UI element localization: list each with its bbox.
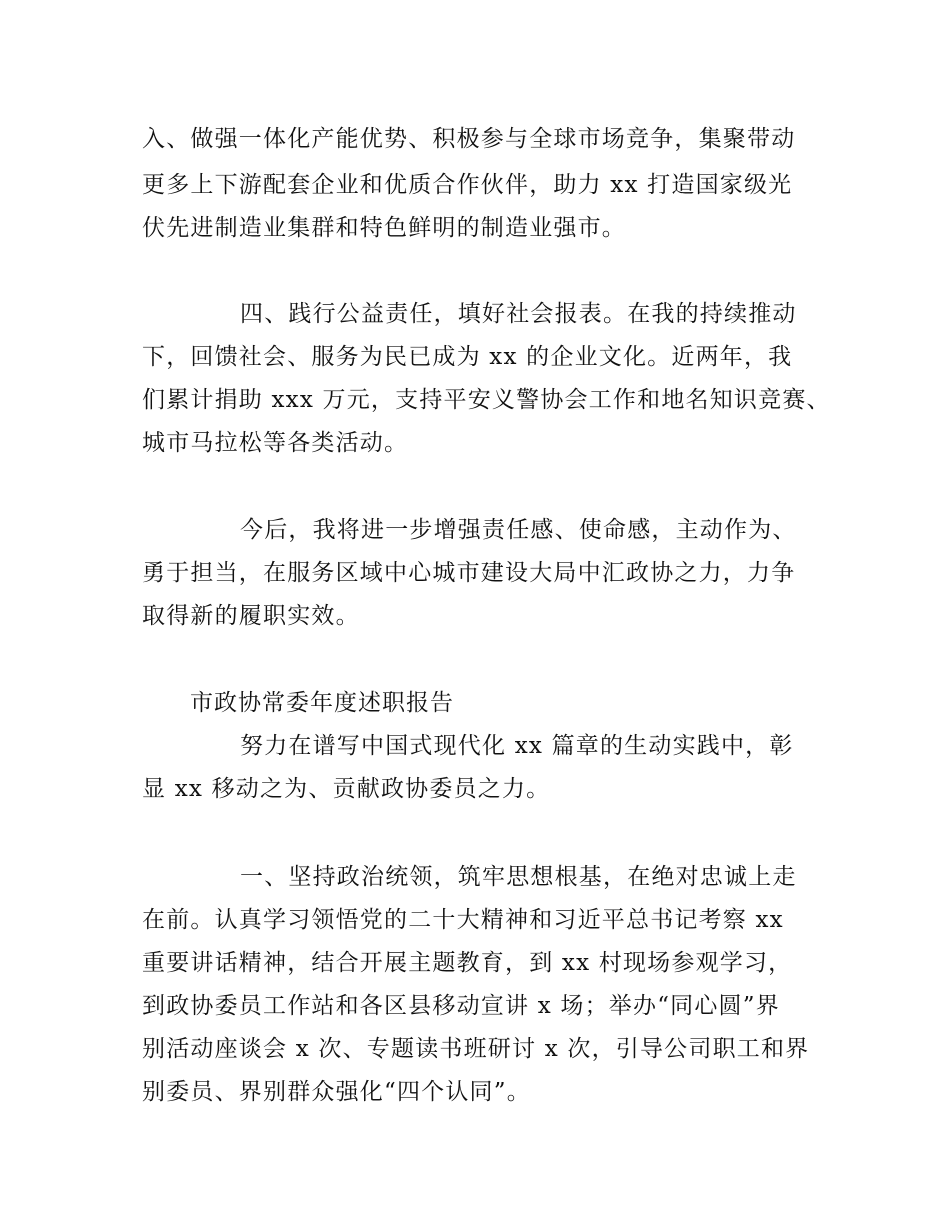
paragraph-line: 伏先进制造业集群和特色鲜明的制造业强市。: [142, 215, 626, 241]
paragraph-line: 别委员、界别群众强化“四个认同”。: [142, 1079, 531, 1105]
paragraph-line: 今后，我将进一步增强责任感、使命感，主动作为、: [240, 517, 797, 543]
paragraph-line: 显 xx 移动之为、贡献政协委员之力。: [142, 776, 551, 802]
paragraph-line: 入、做强一体化产能优势、积极参与全球市场竞争，集聚带动: [142, 126, 796, 152]
paragraph-line: 们累计捐助 xxx 万元，支持平安义警协会工作和地名知识竞赛、: [142, 387, 831, 413]
paragraph-line: 勇于担当，在服务区域中心城市建设大局中汇政协之力，力争: [142, 560, 796, 586]
paragraph-line: 在前。认真学习领悟党的二十大精神和习近平总书记考察 xx: [142, 907, 784, 933]
paragraph-line: 取得新的履职实效。: [142, 603, 360, 629]
paragraph-line: 城市马拉松等各类活动。: [142, 430, 409, 456]
paragraph-line: 努力在谱写中国式现代化 xx 篇章的生动实践中，彰: [240, 733, 794, 759]
paragraph-line: 下，回馈社会、服务为民已成为 xx 的企业文化。近两年，我: [142, 344, 793, 370]
paragraph-line: 更多上下游配套企业和优质合作伙伴，助力 xx 打造国家级光: [142, 172, 793, 198]
paragraph-line: 别活动座谈会 x 次、专题读书班研讨 x 次，引导公司职工和界: [142, 1036, 810, 1062]
paragraph-line: 一、坚持政治统领，筑牢思想根基，在绝对忠诚上走: [240, 864, 797, 890]
paragraph-line: 四、践行公益责任，填好社会报表。在我的持续推动: [240, 301, 797, 327]
report-title: 市政协常委年度述职报告: [190, 690, 454, 716]
paragraph-line: 到政协委员工作站和各区县移动宣讲 x 场；举办“同心圆”界: [142, 993, 780, 1019]
paragraph-line: 重要讲话精神，结合开展主题教育，到 xx 村现场参观学习，: [142, 950, 793, 976]
